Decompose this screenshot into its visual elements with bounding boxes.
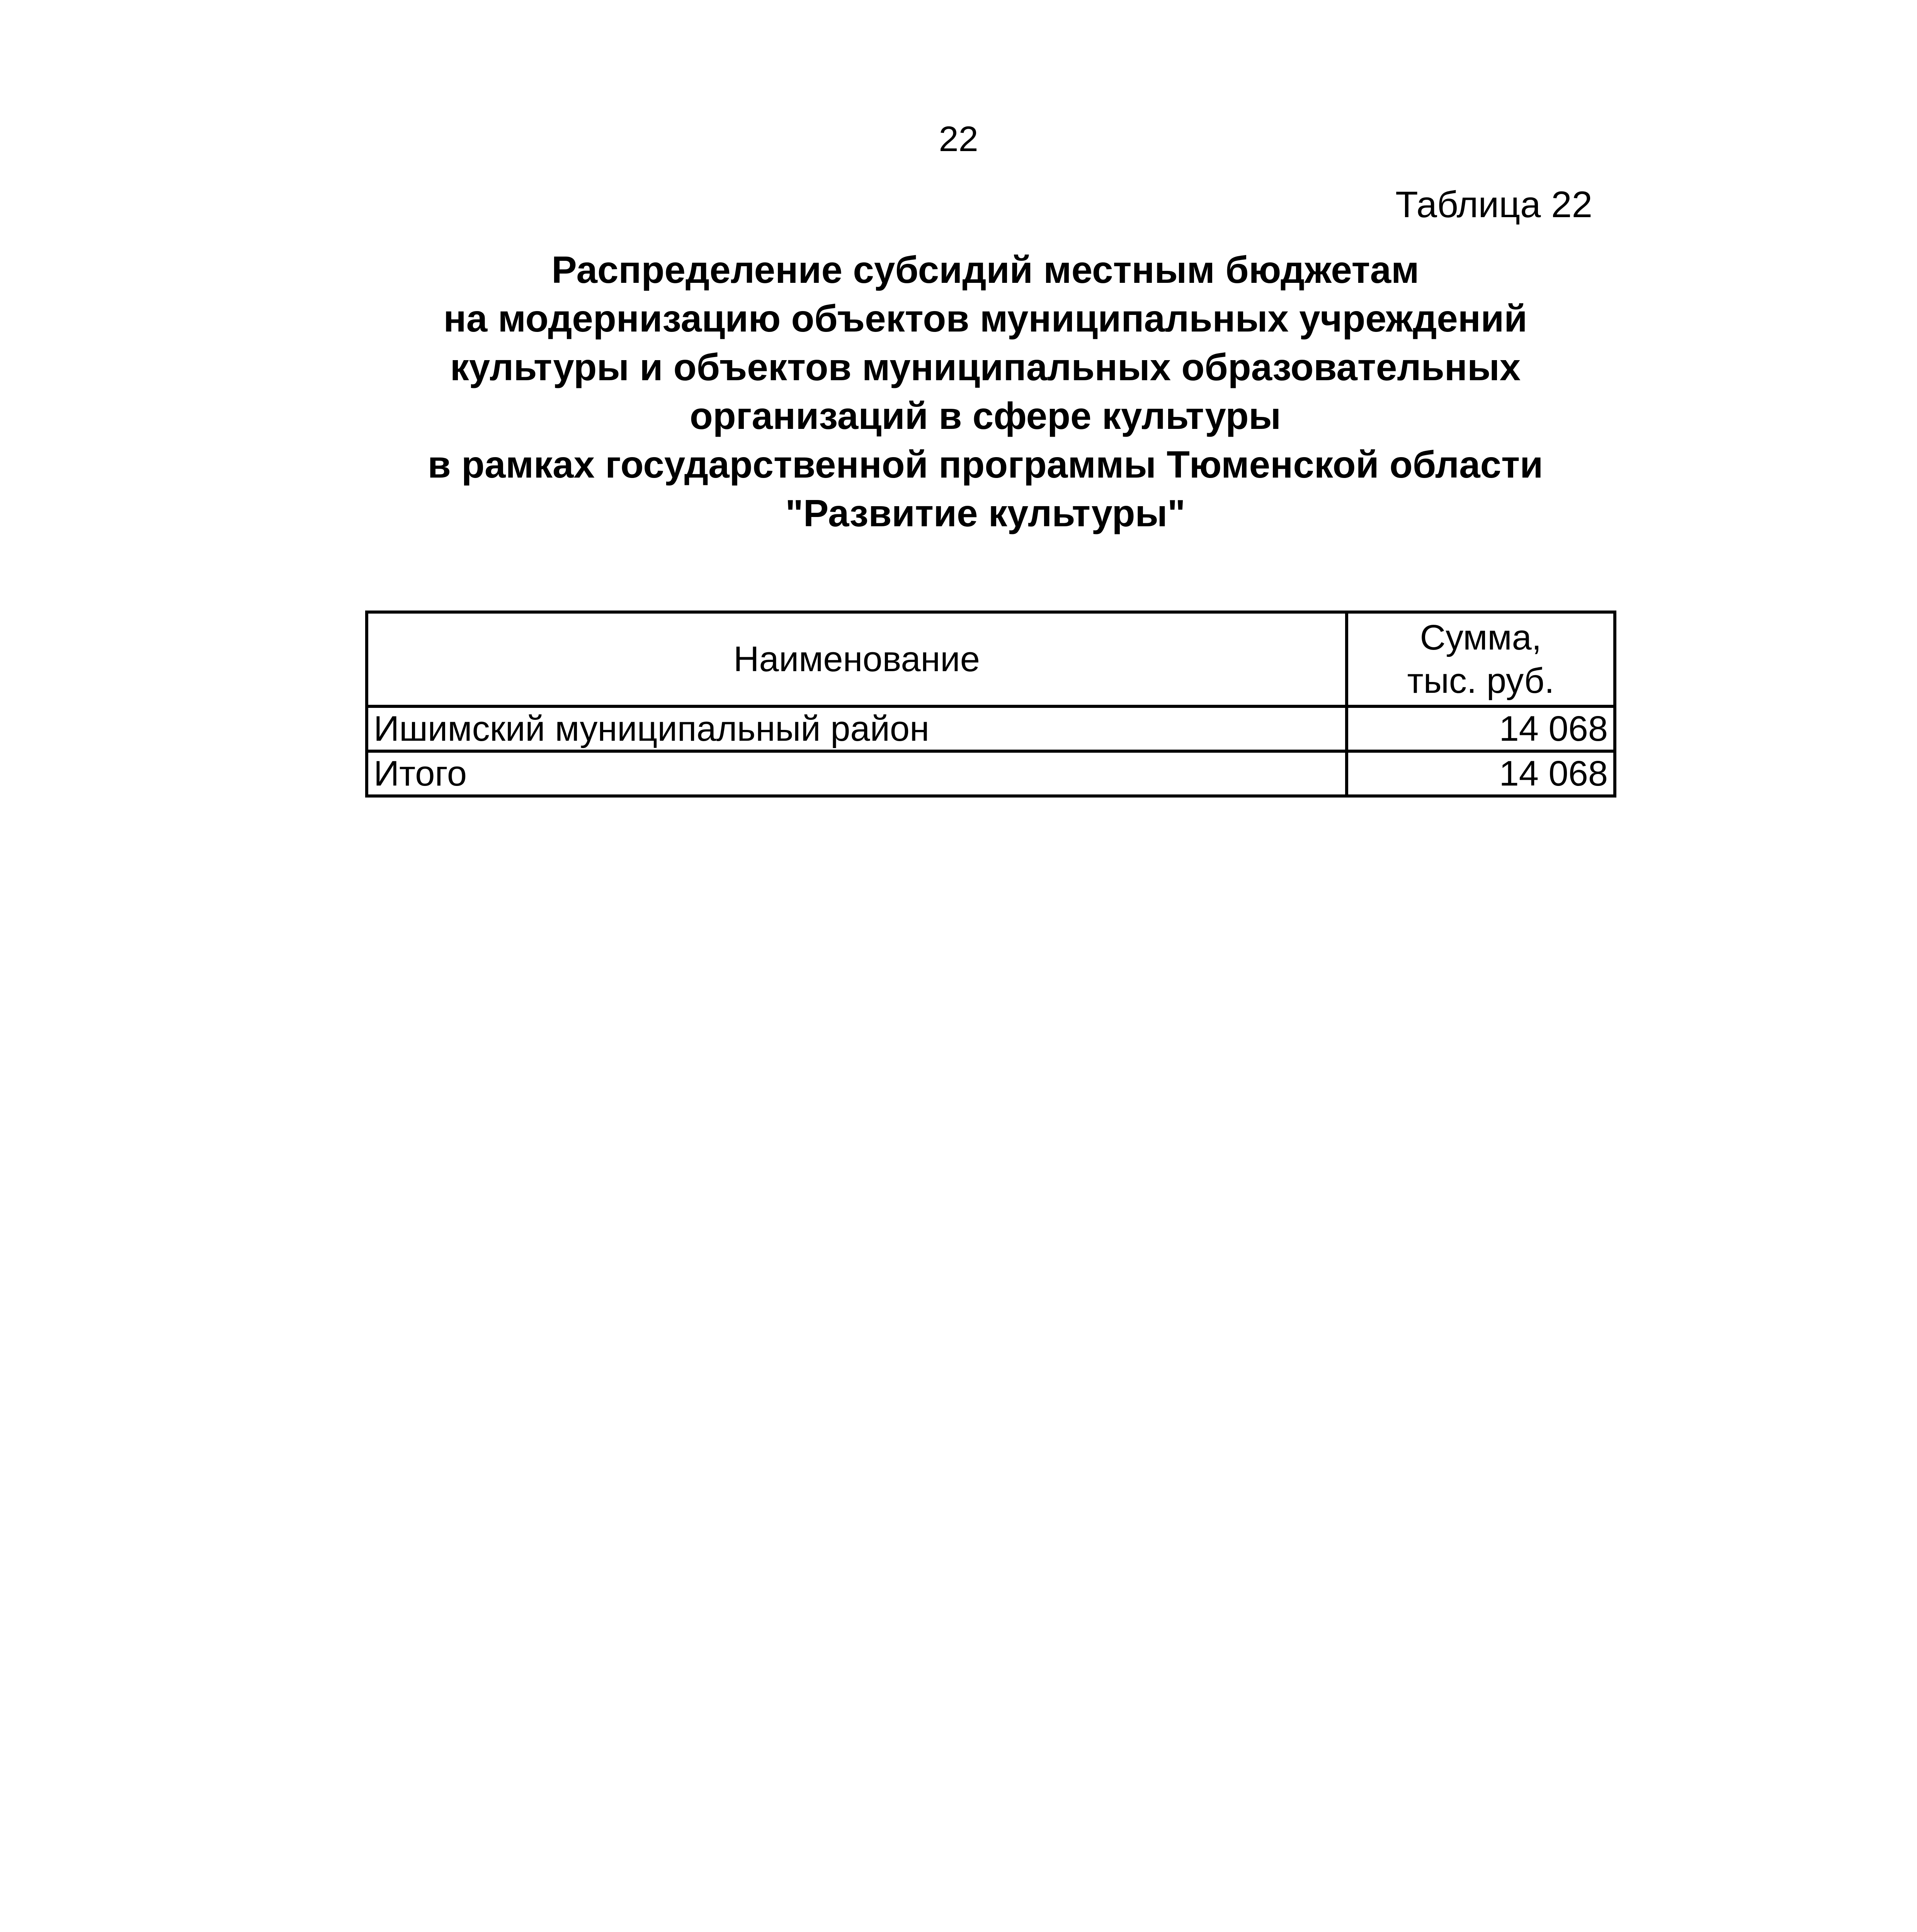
title-line: на модернизацию объектов муниципальных учреждений <box>443 297 1527 340</box>
total-value: 14 068 <box>1347 751 1615 796</box>
header-sum-line2: тыс. руб. <box>1407 661 1555 701</box>
header-sum-line1: Сумма, <box>1420 618 1542 657</box>
header-sum <box>1347 612 1615 706</box>
title-line: Распределение субсидий местным бюджетам <box>551 248 1419 291</box>
row-name: Ишимский муниципальный район <box>367 706 1347 751</box>
total-row <box>367 751 1615 796</box>
row-value: 14 068 <box>1347 706 1615 751</box>
header-name: Наименование <box>367 612 1347 706</box>
table-row <box>367 706 1615 751</box>
title-line: культуры и объектов муниципальных образовательных <box>450 346 1521 388</box>
table-label: Таблица 22 <box>1395 184 1592 225</box>
document-title <box>348 245 1623 537</box>
title-line: организаций в сфере культуры <box>689 395 1281 437</box>
page-number: 22 <box>939 119 978 159</box>
subsidy-table <box>365 611 1616 798</box>
table-header-row <box>367 612 1615 706</box>
total-label: Итого <box>367 751 1347 796</box>
title-line: "Развитие культуры" <box>785 492 1186 534</box>
title-line: в рамках государственной программы Тюменской области <box>427 443 1543 486</box>
